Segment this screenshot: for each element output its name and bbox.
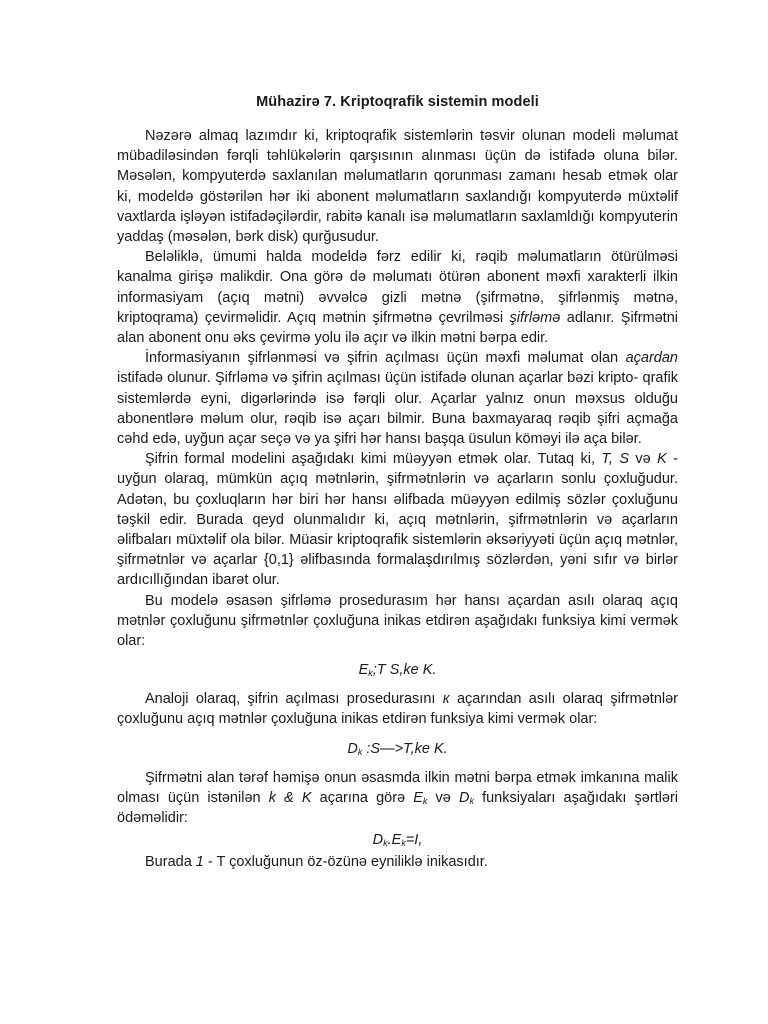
paragraph-4-text-mid: və bbox=[629, 451, 658, 468]
lecture-title: Mühazirə 7. Kriptoqrafik sistemin modeli bbox=[256, 94, 539, 110]
paragraph-3 bbox=[117, 348, 678, 449]
paragraph-7-e-base: E bbox=[413, 789, 423, 806]
paragraph-8-var: 1 bbox=[195, 854, 204, 871]
paragraph-8-text-a: Burada bbox=[145, 854, 196, 871]
identity-formula bbox=[117, 830, 678, 850]
paragraph-3-text-b: istifadə olunur. Şifrləmə və şifrin açılması üçün istifadə olunan açarlar bəzi kripto- qrafik sistemlərdə eyni, digərlərində isə fərqli olur. Açarlar yalnız onun məxsus olduğu abonentlərə məlum olur, rəqib isə açarı bilmir. Buna baxmayaraq rəqib şifri açmağa cəhd edə, uyğun açar seçə və ya şifri hər hansı başqa üsulun köməyi ilə aça bilər. bbox=[117, 370, 678, 448]
paragraph-7-text-mid1: açarına görə bbox=[311, 789, 414, 806]
paragraph-5: Bu modelə əsasən şifrləmə prosedurasım hər hansı açardan asılı olaraq açıq mətnlər çoxluğunu şifrmətnlər çoxluğuna inikas etdirən aşağıdakı funksiya kimi vermək olar: bbox=[117, 592, 678, 650]
paragraph-4-text-a: Şifrin formal modelini aşağıdakı kimi müəyyən etmək olar. Tutaq ki, bbox=[145, 451, 602, 468]
formula-id-d-sub: k bbox=[383, 838, 388, 849]
formula-id-rest: =I, bbox=[405, 832, 423, 849]
paragraph-7-d bbox=[459, 790, 474, 806]
paragraph-7-d-base: D bbox=[458, 789, 470, 806]
paragraph-3-text-a: İnformasiyanın şifrlənməsi və şifrin açılması üçün məxfi məlumat olan bbox=[145, 350, 626, 367]
paragraph-4-vars: T, S bbox=[601, 451, 630, 468]
paragraph-2 bbox=[117, 247, 678, 348]
formula-e-base: E bbox=[358, 662, 369, 679]
paragraph-7-d-sub: k bbox=[469, 795, 474, 806]
encryption-formula bbox=[117, 660, 678, 680]
document-body bbox=[117, 92, 678, 873]
paragraph-4-text-b: - uyğun olaraq, mümkün açıq mətnlərin, şifrmətnlərin və açarların sonlu çoxluğudur. Adətən, bu çoxluqların hər biri hər hansı əlifbada müəyyən edilmiş sözlər çoxluğunu təşkil edir. Burada qeyd olunmalıdır ki, açıq mətnlərin, şifrmətnlərin və açarların əlifbaları müxtəlif ola bilər. Müasir kriptoqrafik sistemlərin əksəriyyəti üçün açıq mətnlər, şifrmətnlər və açarlar {0,1} əlifbasında formalaşdırılmış sözlərdən, yəni sıfır və birlər ardıcıllığından ibarət olur. bbox=[117, 451, 679, 589]
formula-d-sub: k bbox=[357, 746, 363, 757]
formula-e-sub: k bbox=[368, 668, 373, 679]
paragraph-6 bbox=[117, 689, 678, 729]
paragraph-6-text-b: açarından asılı olaraq şifrmətnlər çoxluğunu açıq mətnlər çoxluğuna inikas etdirən funksiya kimi vermək olar: bbox=[117, 691, 678, 728]
paragraph-3-term: açardan bbox=[625, 350, 678, 367]
paragraph-7-e bbox=[413, 790, 427, 806]
paragraph-6-var: к bbox=[442, 691, 450, 708]
paragraph-2-term: şifrləmə bbox=[509, 309, 561, 326]
paragraph-7-text-b: funksiyaları aşağıdakı şərtləri ödəməlidir: bbox=[117, 789, 679, 827]
paragraph-6-text-a: Analoji olaraq, şifrin açılması prosedurasını bbox=[145, 691, 443, 708]
paragraph-4-var-k: K bbox=[657, 451, 667, 468]
formula-d-base: D bbox=[347, 740, 358, 757]
paragraph-7-text-mid2: və bbox=[427, 789, 459, 806]
paragraph-8-text-b: - T çoxluğunun öz-özünə eyniliklə inikasıdır. bbox=[203, 854, 488, 871]
formula-d-rest: :S—>T,ke K. bbox=[362, 740, 448, 757]
paragraph-1: Nəzərə almaq lazımdır ki, kriptoqrafik sistemlərin təsvir olunan modeli məlumat mübadiləsindən fərqli təhlükələrin qarşısının alınması üçün də istifadə oluna bilər. Məsələn, kompyuterdə saxlanılan məlumatların qorunması zamanı hesab etmək olar ki, modeldə göstərilən hər iki abonent məlumatların saxlandığı kompyuterdə müxtəlif vaxtlarda işləyən istifadəçilərdir, rabitə kanalı isə məlumatların saxlamldığı kompyuterin yaddaş (məsələn, bərk disk) qurğusudur. bbox=[117, 128, 678, 246]
paragraph-8 bbox=[117, 852, 678, 872]
decryption-formula bbox=[117, 739, 678, 759]
formula-id-mid: .E bbox=[387, 832, 402, 849]
paragraph-2-text-b: adlanır. Şifrmətni alan abonent onu əks çevirmə yolu ilə açır və ilkin mətni bərpa edir. bbox=[117, 309, 678, 347]
paragraph-7-e-sub: k bbox=[422, 795, 428, 806]
paragraph-7 bbox=[117, 768, 678, 829]
paragraph-7-var: k & K bbox=[268, 789, 312, 806]
formula-id-e-sub: k bbox=[401, 838, 406, 849]
paragraph-4 bbox=[117, 449, 678, 590]
paragraph-7-text-a: Şifrmətni alan tərəf həmişə onun əsasmda ilkin mətni bərpa etmək imkanına malik olması üçün istənilən bbox=[117, 769, 678, 806]
formula-id-d: D bbox=[372, 832, 384, 849]
paragraph-2-text-a: Beləliklə, ümumi halda modeldə fərz edilir ki, rəqib məlumatların ötürülməsi kanalma girişə malikdir. Ona görə də məlumatı ötürən abonent məxfi xarakterli ilkin informasiyam (açıq mətni) əvvəlcə gizli mətnə (şifrmətnə, şifrlənmiş mətnə, kriptoqrama) çevirməlidir. Açıq mətnin şifrmətnə çevrilməsi bbox=[117, 249, 678, 326]
formula-e-rest: ;T S,ke K. bbox=[372, 662, 437, 679]
